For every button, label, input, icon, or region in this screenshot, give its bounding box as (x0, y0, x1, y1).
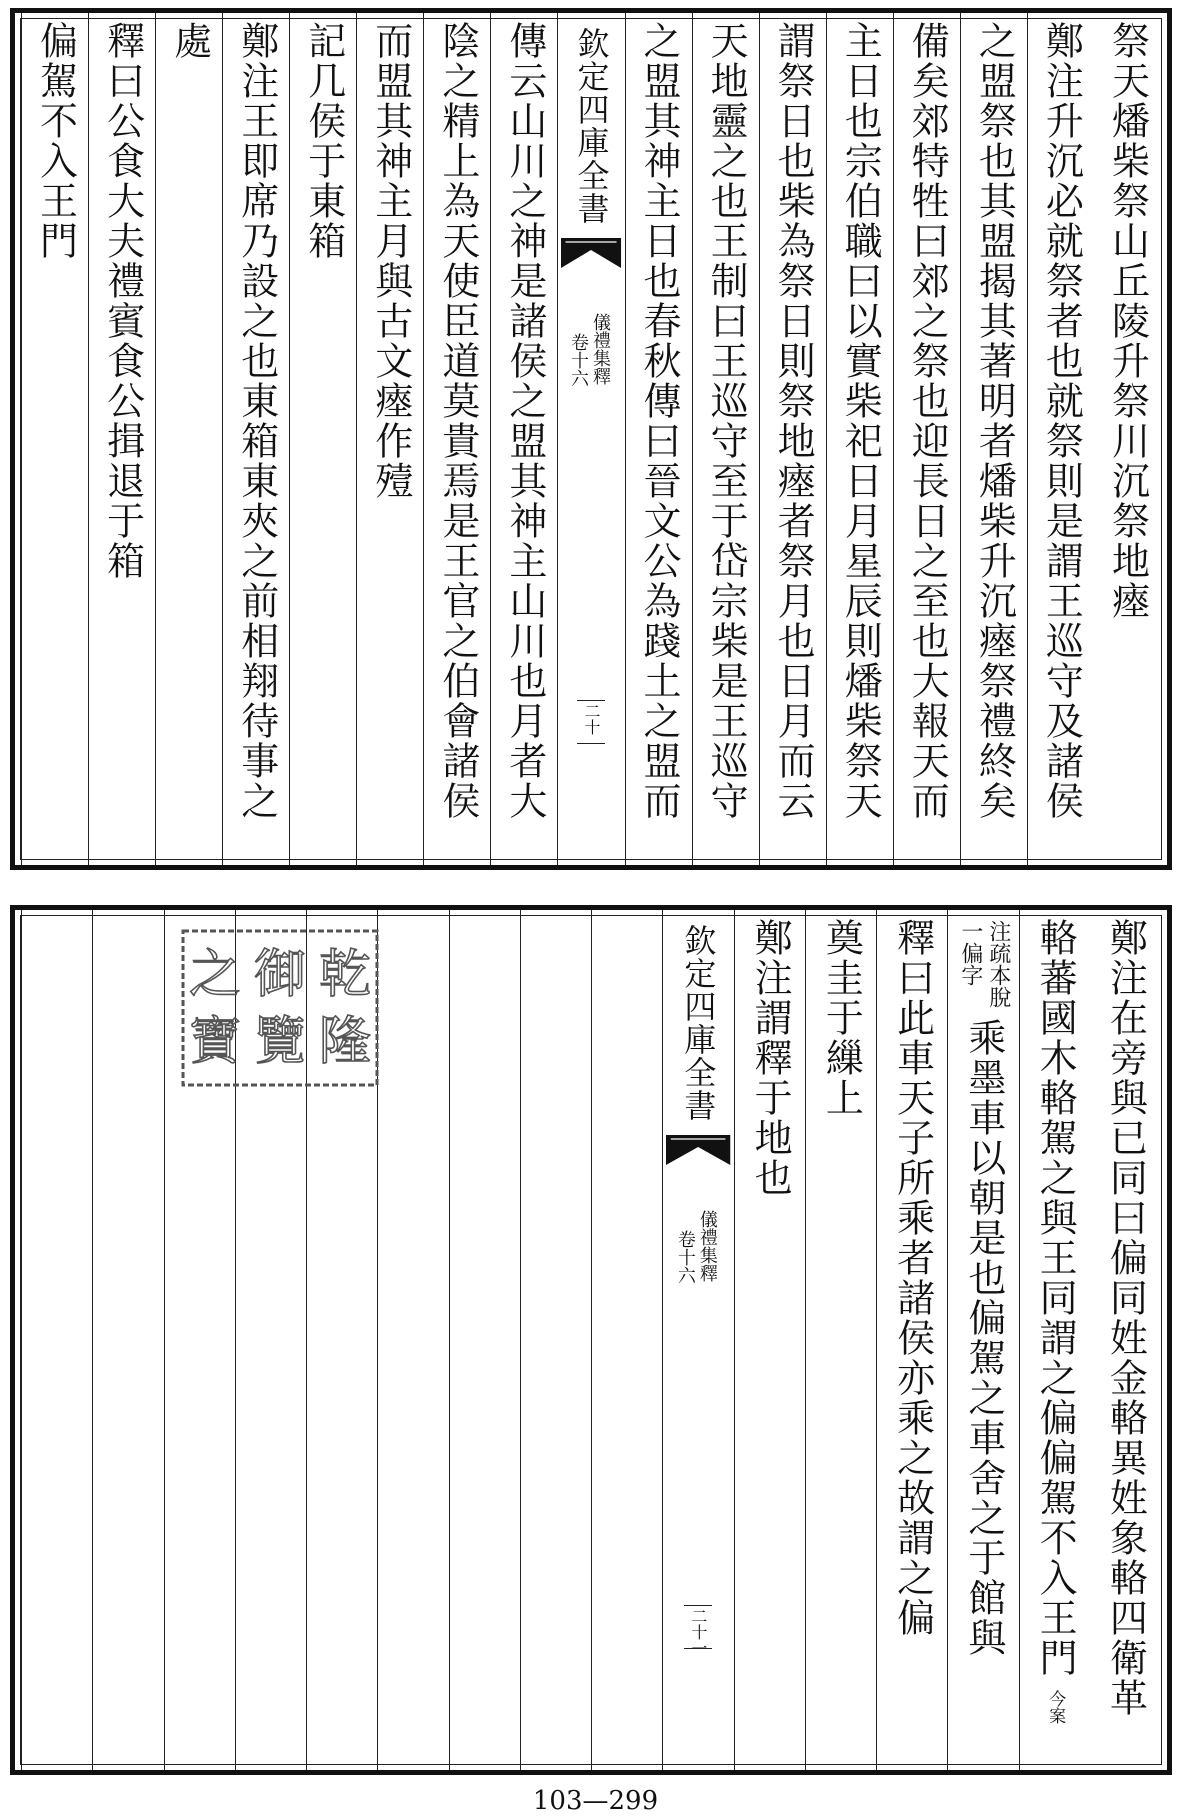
column-text: 謂祭日也柴為祭日則祭地瘞者祭月也日月而云 (771, 21, 816, 821)
annotation-note: 注疏本脫 (985, 920, 1011, 1008)
annotation-note: 一偏字 (957, 920, 983, 986)
column-text: 奠圭于繅上 (819, 918, 864, 1118)
text-column (92, 910, 163, 1770)
text-column (88, 13, 155, 865)
text-column (734, 910, 805, 1770)
column-text: 處 (167, 21, 212, 61)
text-column (1027, 13, 1094, 865)
column-text: 乘墨車以朝是也偏駕之車舍之于館與 (961, 1018, 1006, 1658)
text-column (490, 13, 557, 865)
svg-text:之: 之 (188, 945, 242, 1005)
column-text: 備矣郊特牲曰郊之祭也迎長日之至也大報天而 (905, 21, 950, 821)
collection-title: 欽定四庫全書 (679, 924, 718, 1122)
column-text: 鄭注在旁與已同曰偏同姓金輅異姓象輅四衛革 (1103, 918, 1148, 1718)
center-fold-column (662, 910, 733, 1770)
top-page (10, 8, 1172, 870)
text-column (1090, 910, 1161, 1770)
text-column (289, 13, 356, 865)
bottom-page (10, 905, 1172, 1775)
text-column (692, 13, 759, 865)
text-column (520, 910, 591, 1770)
column-text: 輅蕃國木輅駕之與王同謂之偏偏駕不入王門 (1033, 918, 1078, 1678)
column-text: 鄭注謂釋于地也 (748, 918, 793, 1198)
text-column (960, 13, 1027, 865)
column-text: 記几侯于東箱 (301, 21, 346, 261)
column-text: 祭天燔柴祭山丘陵升祭川沉祭地瘞 (1105, 21, 1150, 621)
leaf-number: 二十一 (688, 1608, 708, 1656)
text-column (21, 910, 92, 1770)
fish-tail-mark (561, 238, 621, 268)
column-text: 鄭注王即席乃設之也東箱東夾之前相翔待事之 (234, 21, 279, 821)
svg-text:隆: 隆 (318, 1012, 372, 1072)
page-number: 103—299 (532, 1786, 659, 1816)
collection-title: 欽定四庫全書 (572, 27, 611, 225)
svg-text:寶: 寶 (188, 1012, 242, 1072)
svg-text:覽: 覽 (253, 1012, 307, 1072)
text-column (591, 910, 662, 1770)
imperial-seal-stamp (180, 928, 380, 1088)
text-column (377, 910, 448, 1770)
column-text: 之盟其神主日也春秋傳曰晉文公為踐土之盟而 (637, 21, 682, 821)
column-text: 天地靈之也王制曰王巡守至于岱宗柴是王巡守 (704, 21, 749, 821)
center-fold-column (557, 13, 624, 865)
text-column (155, 13, 222, 865)
column-text: 釋曰公食大夫禮賓食公揖退于箱 (100, 21, 145, 581)
column-text: 主日也宗伯職曰以實柴祀日月星辰則燔柴祭天 (838, 21, 883, 821)
column-text: 之盟祭也其盟揭其著明者燔柴升沉瘞祭禮終矣 (972, 21, 1017, 821)
annotation-note: 今案 (1045, 1690, 1066, 1724)
column-text: 偏駕不入王門 (33, 21, 78, 261)
fish-tail-mark (666, 1135, 730, 1165)
text-column (449, 910, 520, 1770)
text-column (356, 13, 423, 865)
text-column (893, 13, 960, 865)
column-text: 釋曰此車天子所乘者諸侯亦乘之故謂之偏 (890, 918, 935, 1638)
text-column (1094, 13, 1161, 865)
column-text: 陰之精上為天使臣道莫貴焉是王官之伯會諸侯 (435, 21, 480, 821)
leaf-number: 二十 (581, 703, 601, 735)
volume-label: 卷十六 (567, 333, 589, 387)
text-column (222, 13, 289, 865)
text-column (876, 910, 947, 1770)
svg-text:御: 御 (253, 945, 307, 1005)
book-title: 儀禮集釋 (696, 1210, 718, 1282)
text-column (21, 13, 88, 865)
volume-label: 卷十六 (674, 1230, 696, 1284)
text-column (805, 910, 876, 1770)
text-column (625, 13, 692, 865)
column-text: 而盟其神主月與古文瘞作殪 (368, 21, 413, 501)
text-column (947, 910, 1018, 1770)
column-text: 傳云山川之神是諸侯之盟其神主山川也月者大 (502, 21, 547, 821)
text-column (1019, 910, 1090, 1770)
text-column (826, 13, 893, 865)
svg-text:乾: 乾 (318, 945, 372, 1005)
book-title: 儀禮集釋 (589, 313, 611, 385)
column-text: 鄭注升沉必就祭者也就祭則是謂王巡守及諸侯 (1039, 21, 1084, 821)
text-column (423, 13, 490, 865)
text-column (759, 13, 826, 865)
